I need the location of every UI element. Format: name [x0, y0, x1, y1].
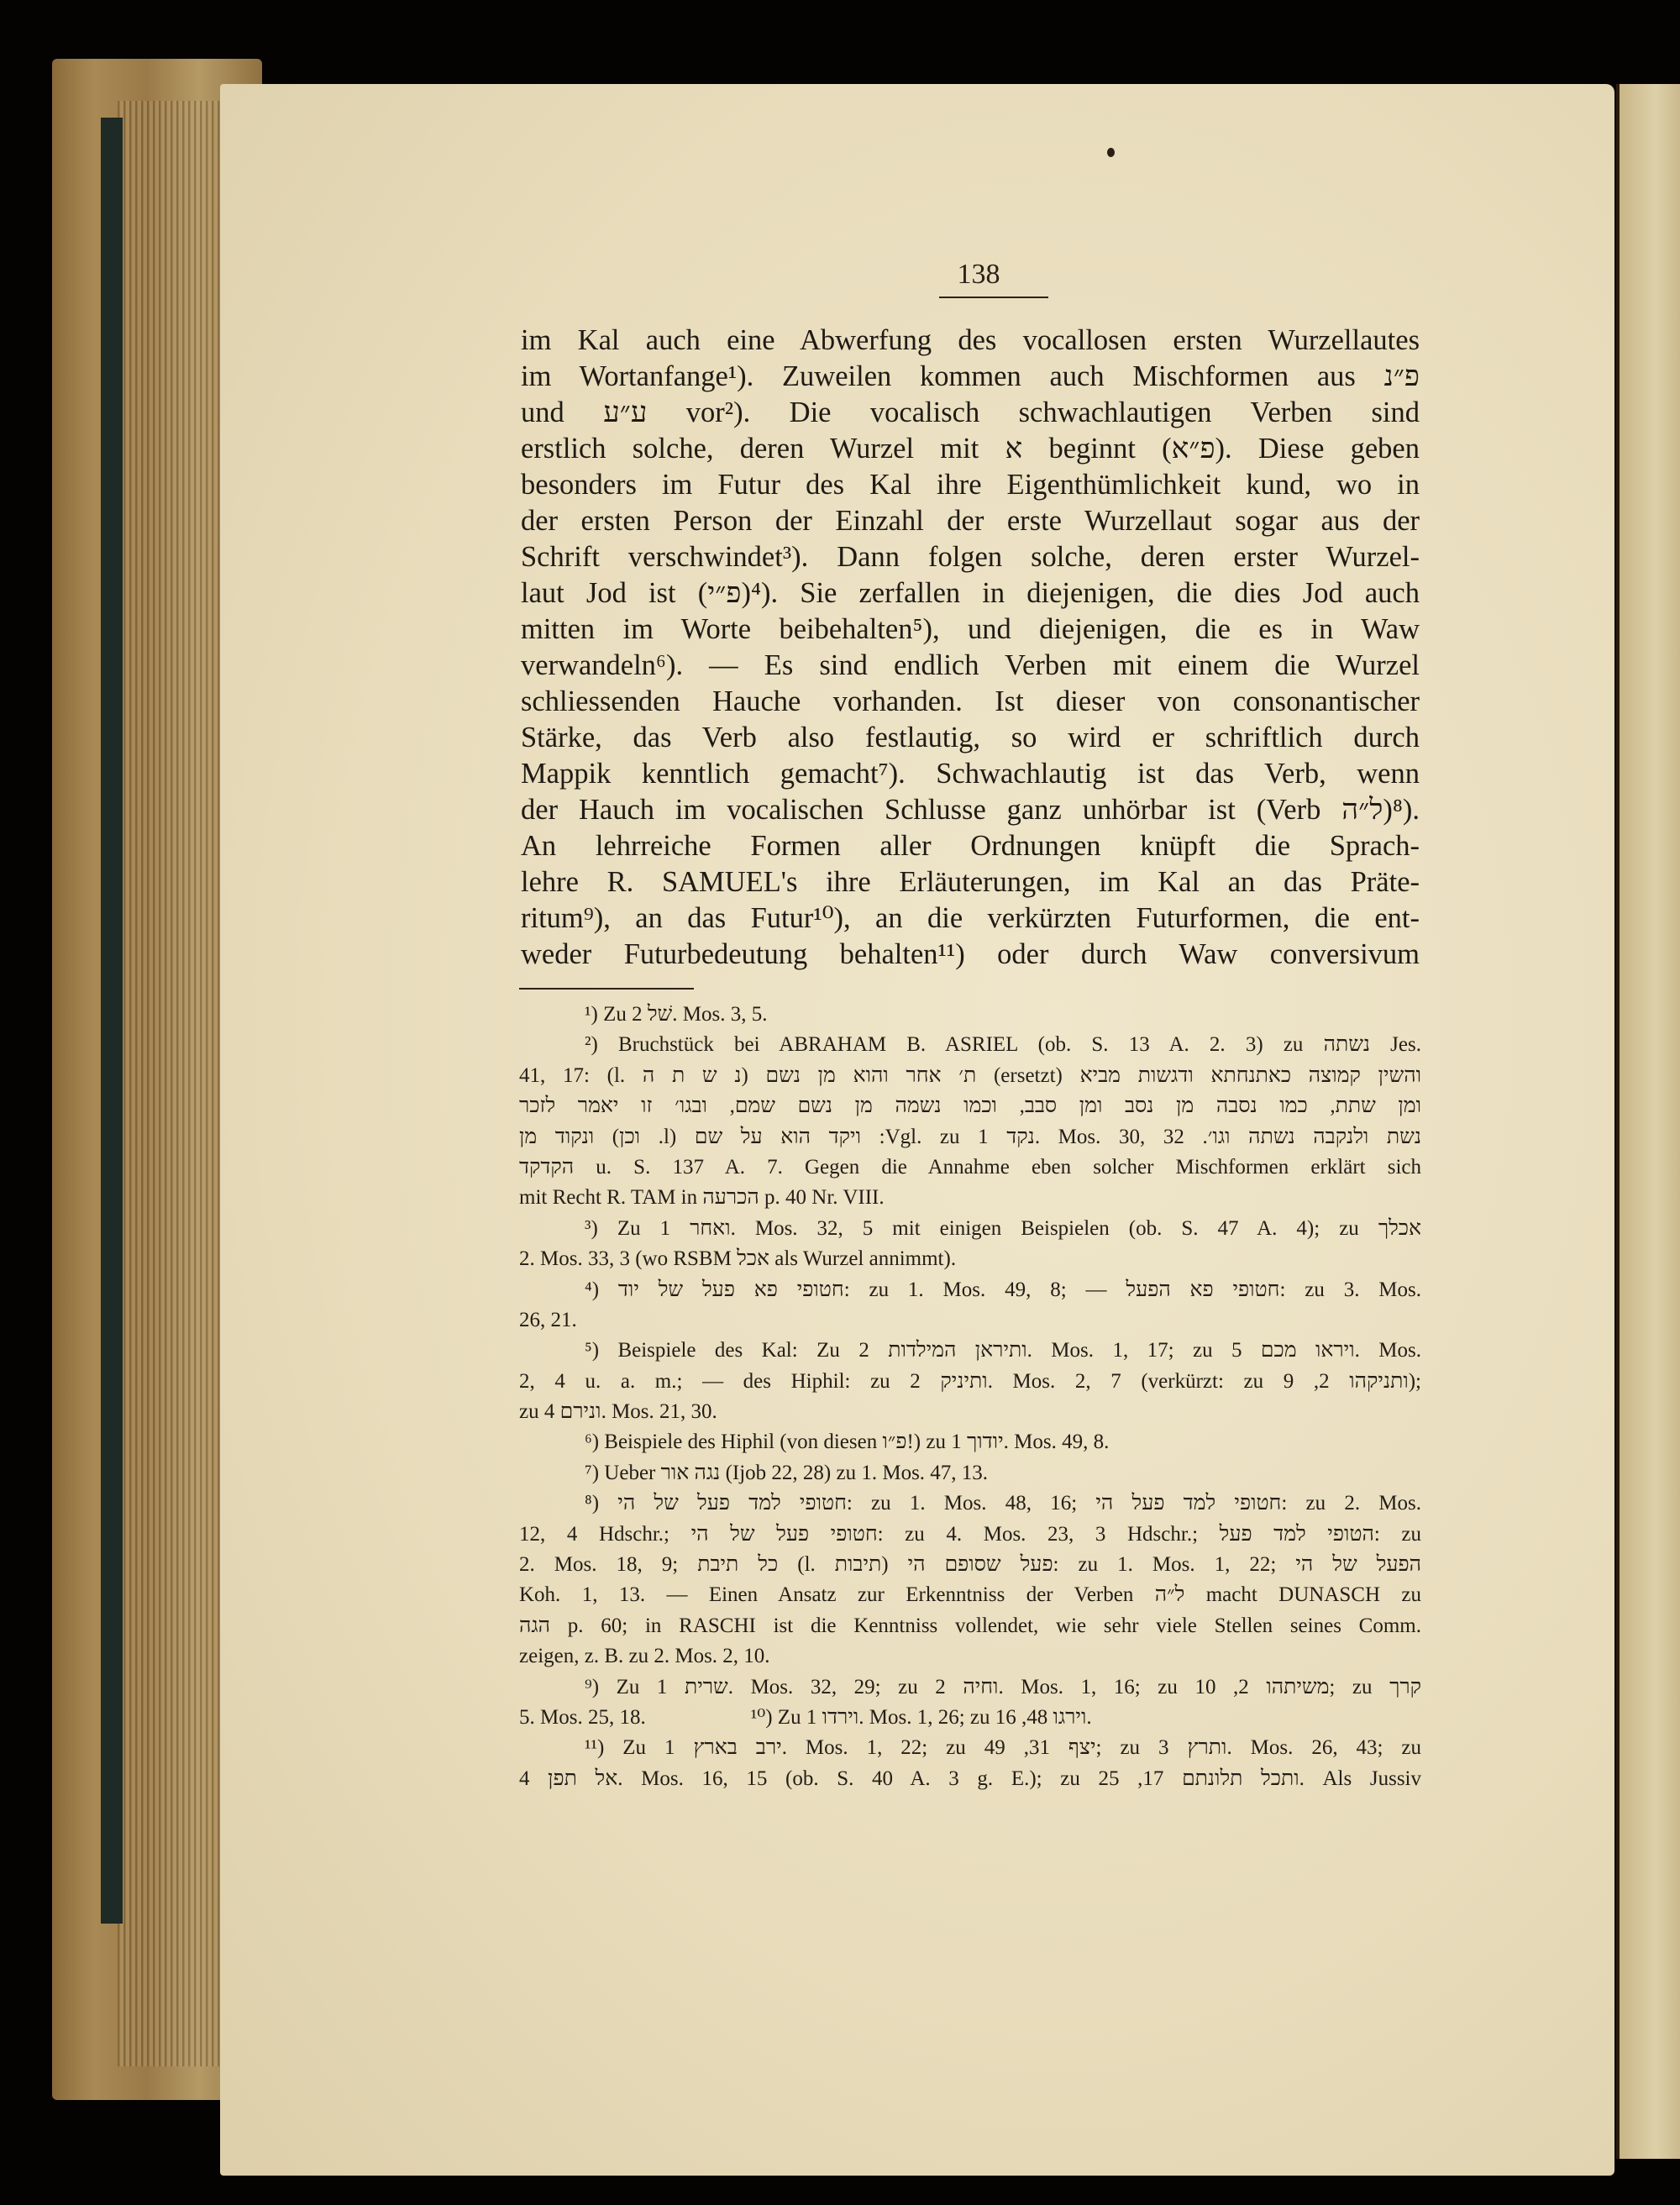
body-line: im Kal auch eine Abwerfung des vocallosen ersten Wurzellautes [521, 324, 1420, 356]
body-line: besonders im Futur des Kal ihre Eigenthümlichkeit kund, wo in [521, 469, 1420, 501]
footnote-line: אל תפן 4. Mos. 16, 15 (ob. S. 40 A. 3 g. E.); zu ותכל תלונתם 17, 25. Als Jussiv [519, 1767, 1422, 1790]
footnote-line: ⁸) חטופי למד פעל של הי: zu 1. Mos. 48, 16; חטופי למד פעל הי: zu 2. Mos. [585, 1492, 1421, 1515]
footnote-line: ³) Zu ואחר 1. Mos. 32, 5 mit einigen Beispielen (ob. S. 47 A. 4); zu אכלך [585, 1216, 1422, 1240]
footnote-line: ונקוד מן (וכן .l) ויקד הוא על שם :Vgl. zu נקד 1. Mos. 30, 32 .נשת ולנקבה נשתה וגו׳ [519, 1125, 1421, 1148]
body-line: Mappik kenntlich gemacht⁷). Schwachlautig ist das Verb, wenn [521, 758, 1420, 790]
body-line: im Wortanfange¹). Zuweilen kommen auch Mischformen aus פ״נ [521, 360, 1420, 392]
footnote-line: mit Recht R. TAM in הכרעה p. 40 Nr. VIII. [519, 1186, 885, 1210]
body-line: und ע״ע vor²). Die vocalisch schwachlautigen Verben sind [521, 396, 1420, 428]
footnote-line: ⁹) Zu שרית 1. Mos. 32, 29; zu וחיה 2. Mos. 1, 16; zu משיתהו 2, 10; zu קרך [585, 1675, 1422, 1698]
body-line: erstlich solche, deren Wurzel mit א beginnt (פ״א). Diese geben [521, 433, 1420, 465]
body-line: der Hauch im vocalischen Schlusse ganz unhörbar ist (Verb ל״ה)⁸). [521, 794, 1420, 826]
footnote-line: ⁴) חטופי פא פעל של יוד: zu 1. Mos. 49, 8; — חטופי פא הפעל: zu 3. Mos. [585, 1278, 1422, 1301]
body-line: verwandeln⁶). — Es sind endlich Verben mit einem die Wurzel [521, 649, 1420, 681]
book-spine-band [101, 118, 123, 1924]
footnote-line: 12, 4 Hdschr.; חטופי פעל של הי: zu 4. Mos. 23, 3 Hdschr.; הטופי למד פעל: zu [519, 1522, 1421, 1546]
footnote-line: ⁶) Beispiele des Hiphil (von diesen פ״ו!) zu יודוך 1. Mos. 49, 8. [585, 1431, 1110, 1454]
body-line: schliessenden Hauche vorhanden. Ist dieser von consonantischer [521, 685, 1420, 717]
footnote-line: ¹) Zu שׁל 2. Mos. 3, 5. [585, 1003, 768, 1026]
footnotes [519, 1000, 1421, 1794]
footnote-line: 2. Mos. 18, 9; כל תיבת (l. תיבות) פעל שסופם הי: zu 1. Mos. 1, 22; הפעל של הי [519, 1553, 1421, 1577]
body-line: ritum⁹), an das Futur¹⁰), an die verkürzten Futurformen, die ent- [521, 902, 1420, 934]
dust-speck [1107, 148, 1115, 157]
footnote-line: ⁷) Ueber נגה אור (Ijob 22, 28) zu 1. Mos. 47, 13. [585, 1461, 989, 1484]
page-number: 138 [957, 259, 1000, 290]
body-line: mitten im Worte beibehalten⁵), und diejenigen, die es in Waw [521, 613, 1420, 645]
footnote-line: Koh. 1, 13. — Einen Ansatz zur Erkenntniss der Verben ל״ה macht DUNASCH zu [519, 1583, 1421, 1607]
footnote-line: 2, 4 u. a. m.; — des Hiphil: zu ותיניק 2. Mos. 2, 7 (verkürzt: zu ותניקהו 2, 9); [519, 1369, 1422, 1393]
right-page-edge [1616, 84, 1680, 2159]
page-number-rule [939, 297, 1048, 298]
footnote-line: 41, 17: (l. נ ש ת ה) ת׳ אחר והוא מן נשם (ersetzt) והשין קמוצה כאתנחתא ודגשות מביא [519, 1063, 1421, 1087]
footnote-line: הגה p. 60; in RASCHI ist die Kenntniss vollendet, wie sehr viele Stellen seines Comm. [519, 1614, 1421, 1637]
body-text [521, 323, 1420, 973]
footnote-line: ⁵) Beispiele des Kal: Zu ותיראן המילדות 2. Mos. 1, 17; zu ויראו מכם 5. Mos. [585, 1339, 1422, 1362]
body-line: laut Jod ist (פ״י)⁴). Sie zerfallen in diejenigen, die dies Jod auch [521, 577, 1420, 609]
body-line: Schrift verschwindet³). Dann folgen solche, deren erster Wurzel- [521, 541, 1420, 573]
footnote-line: ¹¹) Zu ירב בארץ 1. Mos. 1, 22; zu יצף 31, 49; zu ותרץ 3. Mos. 26, 43; zu [585, 1736, 1422, 1760]
footnote-line: zeigen, z. B. zu 2. Mos. 2, 10. [519, 1645, 770, 1668]
body-line: An lehrreiche Formen aller Ordnungen knüpft die Sprach- [521, 830, 1420, 862]
footnote-line: 2. Mos. 33, 3 (wo RSBM אכל als Wurzel annimmt). [519, 1247, 957, 1271]
body-line: Stärke, das Verb also festlautig, so wird er schriftlich durch [521, 722, 1420, 753]
footnote-line: zu ונירם 4. Mos. 21, 30. [519, 1400, 717, 1424]
footnote-rule [519, 988, 694, 990]
body-line: lehre R. SAMUEL's ihre Erläuterungen, im Kal an das Präte- [521, 866, 1420, 898]
footnote-line: 5. Mos. 25, 18. ¹⁰) Zu וירדו 1. Mos. 1, 26; zu וירגו 48, 16. [519, 1705, 1092, 1729]
footnote-line: הקדקד u. S. 137 A. 7. Gegen die Annahme eben solcher Mischformen erklärt sich [519, 1155, 1421, 1179]
footnote-line: ומן שתת, כמו נסבה מן נסב ומן סבב, וכמו נשמה מן נשם שמם, ובגו׳ זו יאמר לזכר [519, 1095, 1421, 1118]
footnote-line: ²) Bruchstück bei ABRAHAM B. ASRIEL (ob. S. 13 A. 2. 3) zu נשתה Jes. [585, 1033, 1421, 1057]
footnote-line: 26, 21. [519, 1308, 577, 1331]
body-line: der ersten Person der Einzahl der erste Wurzellaut sogar aus der [521, 505, 1420, 537]
body-line: weder Futurbedeutung behalten¹¹) oder durch Waw conversivum [521, 938, 1420, 970]
